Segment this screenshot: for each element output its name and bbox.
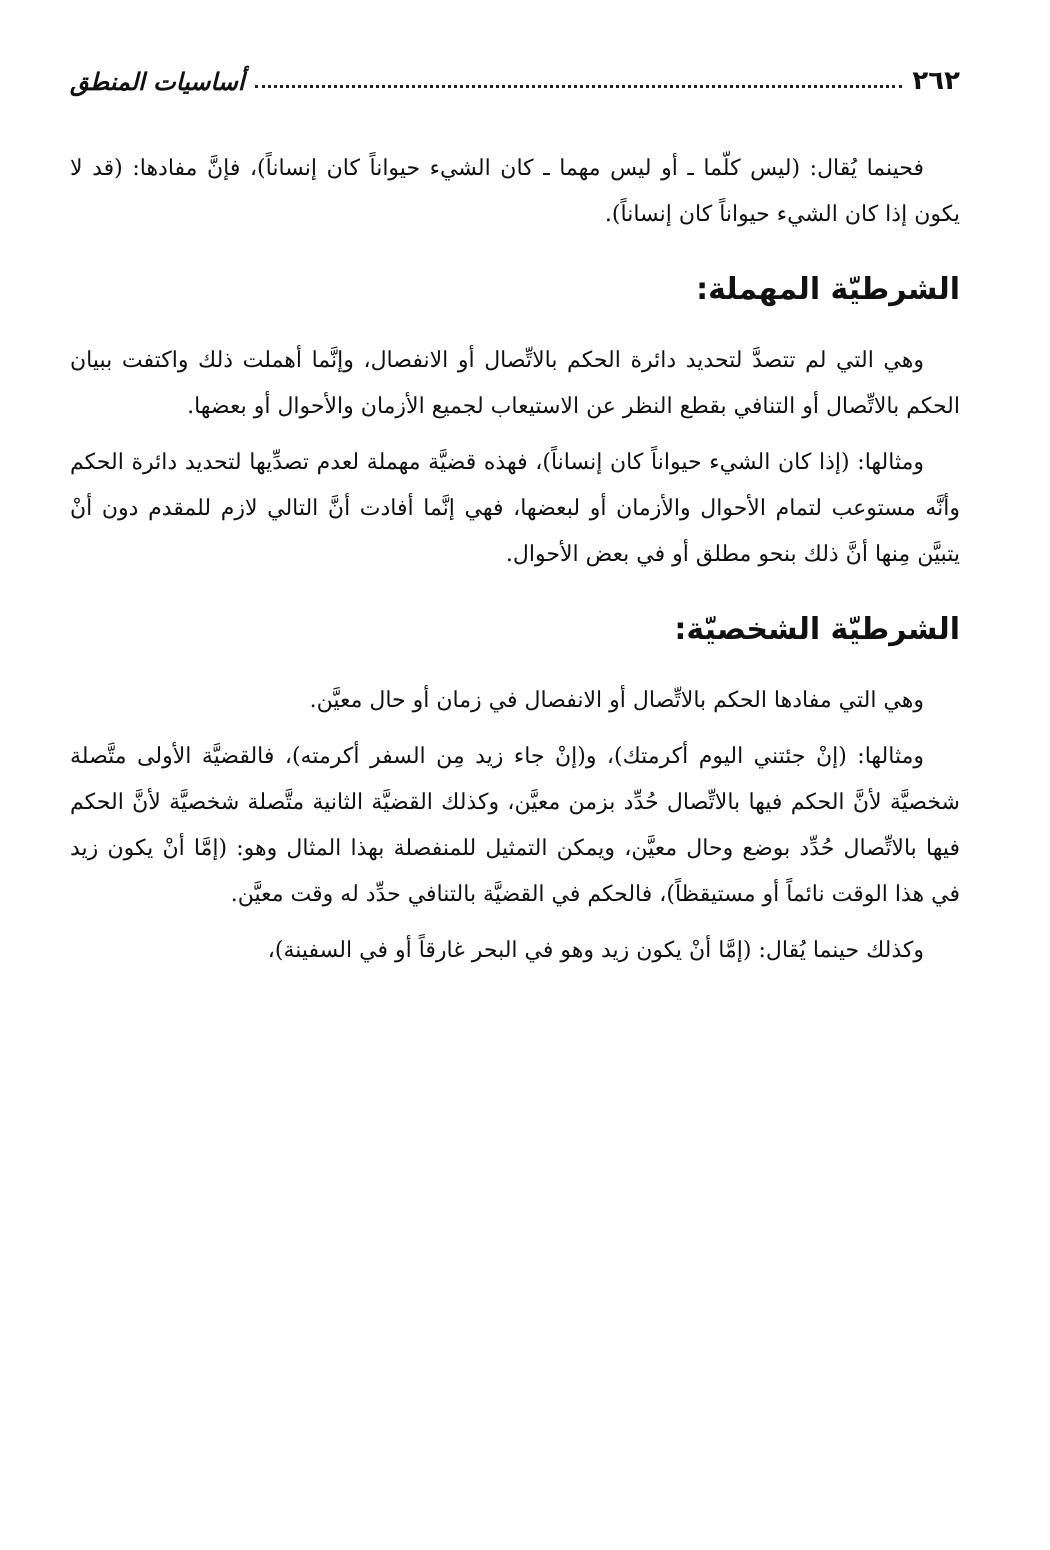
paragraph-muhmala-example: ومثالها: (إذا كان الشيء حيواناً كان إنساناً)، فهذه قضيَّة مهملة لعدم تصدِّيها لتحديد دائرة الحكم وأنَّه مستوعب لتمام الأحوال والأزمان أو لبعضها، فهي إنَّما أفادت أنَّ التالي لازم للمقدم دون أنْ يتبيَّن مِنها أنَّ ذلك بنحو مطلق أو في بعض الأحوال. [70,450,960,567]
page-number: ٢٦٢ [912,66,960,96]
section-heading-shakhsiyya: الشرطيّة الشخصيّة: [674,612,960,647]
paragraph-intro-example: فحينما يُقال: (ليس كلّما ـ أو ليس مهما ـ كان الشيء حيواناً كان إنساناً)، فإنَّ مفادها: (قد لا يكون إذا كان الشيء حيواناً كان إنساناً). [70,156,960,227]
paragraph-shakhsiyya-definition: وهي التي مفادها الحكم بالاتِّصال أو الانفصال في زمان أو حال معيَّن. [309,688,924,713]
running-header [70,40,960,104]
book-title: أساسيات المنطق [70,67,245,96]
paragraph-continuation: وكذلك حينما يُقال: (إمَّا أنْ يكون زيد وهو في البحر غارقاً أو في السفينة)، [267,938,924,963]
book-page [70,40,960,1520]
paragraph-shakhsiyya-example: ومثالها: (إنْ جئتني اليوم أكرمتك)، و(إنْ جاء زيد مِن السفر أكرمته)، فالقضيَّة الأولى متَّصلة شخصيَّة لأنَّ الحكم فيها بالاتِّصال حُدِّد بزمن معيَّن، وكذلك القضيَّة الثانية متَّصلة شخصيَّة لأنَّ الحكم فيها بالاتِّصال حُدِّد بوضع وحال معيَّن، ويمكن التمثيل للمنفصلة بهذا المثال وهو: (إمَّا أنْ يكون زيد في هذا الوقت نائماً أو مستيقظاً)، فالحكم في القضيَّة بالتنافي حدِّد له وقت معيَّن. [70,744,960,907]
header-dotted-rule [255,85,903,88]
paragraph-muhmala-definition: وهي التي لم تتصدَّ لتحديد دائرة الحكم بالاتِّصال أو الانفصال، وإنَّما أهملت ذلك واكتفت ببيان الحكم بالاتِّصال أو التنافي بقطع النظر عن الاستيعاب لجميع الأزمان والأحوال أو بعضها. [70,348,960,419]
section-heading-muhmala: الشرطيّة المهملة: [696,272,960,307]
